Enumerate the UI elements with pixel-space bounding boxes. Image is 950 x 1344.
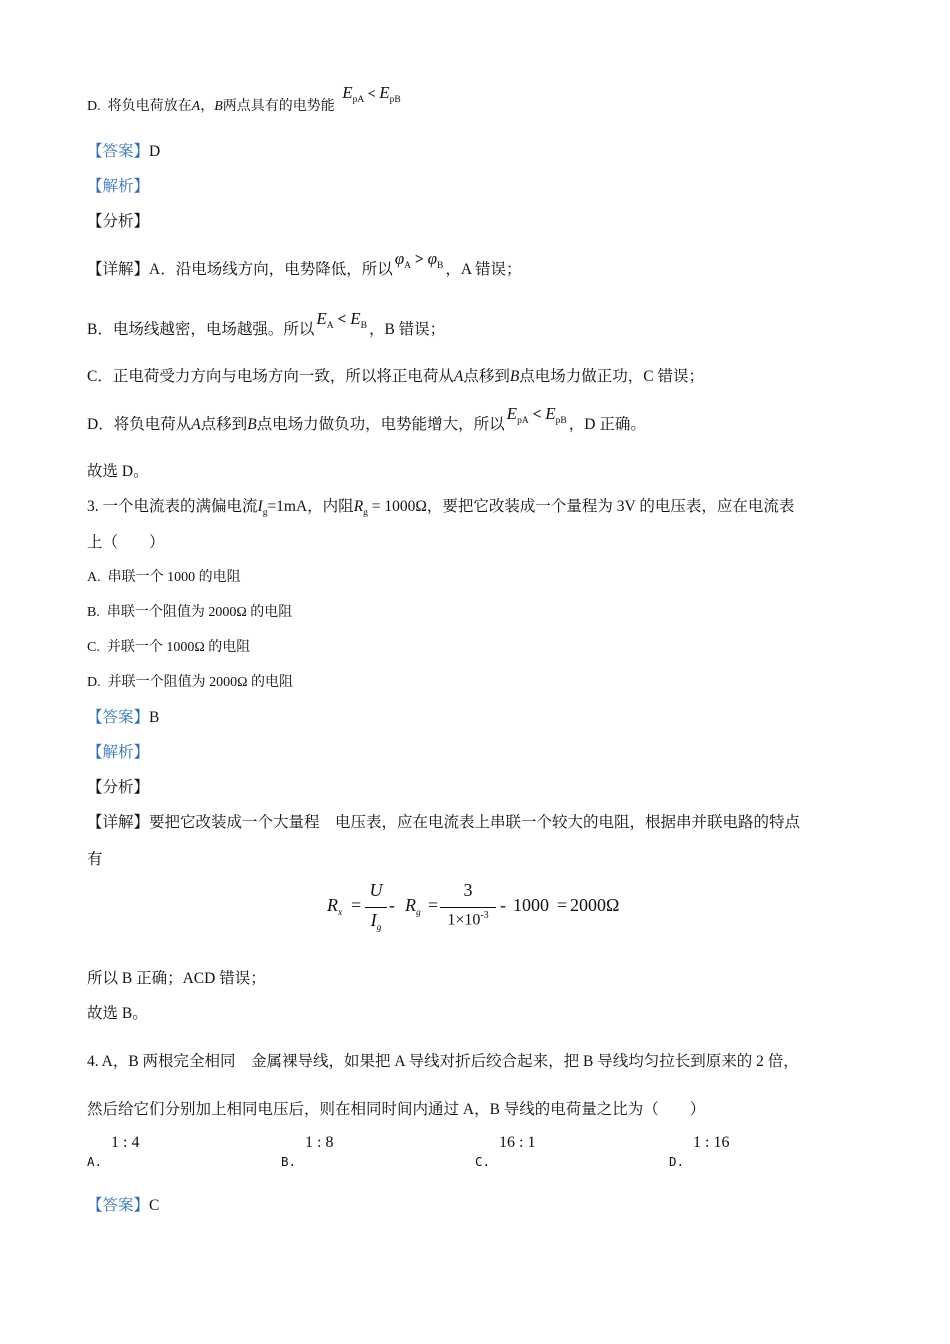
resistance-formula: $R_x$ = U $I_g$ - $R_g$ = 3 $1\times 10^{-3}$ - 1000 = 2000Ω — [327, 880, 620, 933]
q3-answer: 【答案】B — [87, 709, 160, 726]
q4-stem-line2: 然后给它们分别加上相同电压后，则在相同时间内通过 A，B 导线的电荷量之比为（ ） — [87, 1101, 706, 1118]
q2-answer: 【答案】D — [87, 143, 161, 160]
q4-answer: 【答案】C — [87, 1197, 160, 1214]
q2-option-d: D. 将负电荷放在A，B两点具有的电势能 $E_{pA} < E_{pB}$ — [87, 83, 401, 114]
q2-analysis-tag: 【解析】 — [87, 178, 150, 195]
q3-after-line2: 故选 B。 — [87, 1005, 148, 1022]
q3-after-line1: 所以 B 正确；ACD 错误； — [87, 970, 266, 987]
q2-detail-c: C．正电荷受力方向与电场方向一致，所以将正电荷从A点移到B点电场力做正功，C 错误； — [87, 368, 705, 385]
q3-stem-line2: 上（ ） — [87, 534, 165, 551]
q3-stem-line1: 3. 一个电流表的满偏电流$I_g=1mA$，内阻$R_g = 1000\Omega$，要把它改装成一个量程为 3V 的电压表，应在电流表 — [87, 498, 795, 518]
q2-detail-b: B．电场线越密，电场越强。所以$E_A < E_B$ ，B 错误； — [87, 309, 446, 338]
q3-detail-line2: 有 — [87, 851, 103, 868]
q3-option-c: C. 并联一个 1000Ω 的电阻 — [87, 640, 251, 655]
energy-inequality: $E_{pA} < E_{pB}$ — [342, 83, 401, 105]
q2-detail-a: 【详解】A．沿电场线方向，电势降低，所以$\varphi_A > \varphi_B$ ，A 错误； — [87, 249, 522, 278]
q4-stem-line1: 4. A，B 两根完全相同 金属裸导线，如果把 A 导线对折后绞合起来，把 B 导线均匀拉长到原来的 2 倍， — [87, 1053, 799, 1070]
q3-fenxi: 【分析】 — [87, 779, 150, 796]
q3-option-d: D. 并联一个阻值为 2000Ω 的电阻 — [87, 675, 294, 690]
q2-detail-d: D．将负电荷从A点移到B点电场力做负功，电势能增大，所以$E_{pA} < E_{pB}$ ，D 正确。 — [87, 404, 646, 433]
q3-analysis-tag: 【解析】 — [87, 744, 150, 761]
q3-option-a: A. 串联一个 1000 的电阻 — [87, 570, 241, 585]
q2-conclusion: 故选 D。 — [87, 463, 149, 480]
q2-fenxi: 【分析】 — [87, 213, 150, 230]
q3-detail-line1: 【详解】要把它改装成一个大量程 电压表，应在电流表上串联一个较大的电阻，根据串并联电路的特点 — [87, 814, 801, 831]
q3-option-b: B. 串联一个阻值为 2000Ω 的电阻 — [87, 605, 293, 620]
